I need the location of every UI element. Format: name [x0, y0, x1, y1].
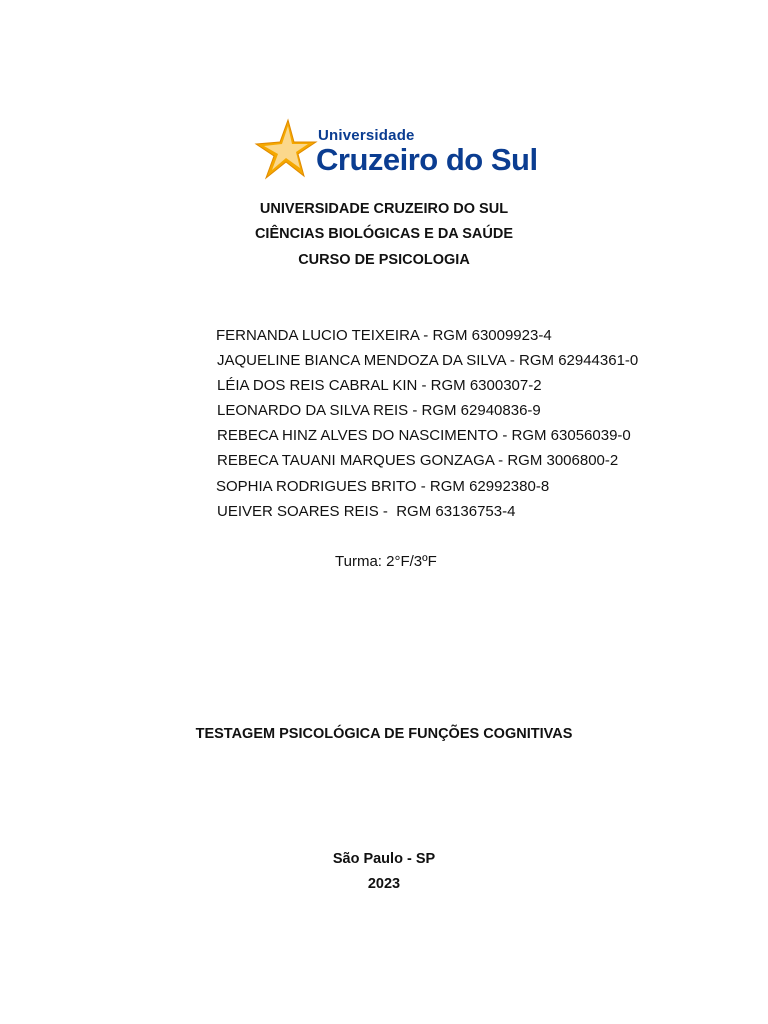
member-item: JAQUELINE BIANCA MENDOZA DA SILVA - RGM 62944361-0 — [217, 352, 639, 369]
university-logo — [252, 116, 538, 182]
star-logo-icon — [252, 116, 318, 182]
year-label: 2023 — [367, 876, 401, 892]
university-name: UNIVERSIDADE CRUZEIRO DO SUL — [259, 201, 509, 217]
city-label: São Paulo - SP — [332, 851, 436, 867]
document-title: TESTAGEM PSICOLÓGICA DE FUNÇÕES COGNITIVAS — [195, 726, 573, 742]
member-item: REBECA TAUANI MARQUES GONZAGA - RGM 3006800-2 — [217, 452, 619, 469]
logo-small-text: Universidade — [318, 127, 415, 144]
member-item: REBECA HINZ ALVES DO NASCIMENTO - RGM 63056039-0 — [217, 427, 631, 444]
member-item: FERNANDA LUCIO TEIXEIRA - RGM 63009923-4 — [216, 327, 552, 344]
member-item: LEONARDO DA SILVA REIS - RGM 62940836-9 — [217, 402, 541, 419]
faculty-name: CIÊNCIAS BIOLÓGICAS E DA SAÚDE — [254, 226, 514, 242]
member-item: LÉIA DOS REIS CABRAL KIN - RGM 6300307-2 — [217, 377, 542, 394]
logo-big-text: Cruzeiro do Sul — [316, 142, 538, 177]
class-label: Turma: 2°F/3ºF — [335, 553, 437, 570]
course-name: CURSO DE PSICOLOGIA — [298, 252, 470, 268]
member-item: SOPHIA RODRIGUES BRITO - RGM 62992380-8 — [216, 478, 550, 495]
member-item: UEIVER SOARES REIS - RGM 63136753-4 — [217, 503, 516, 520]
